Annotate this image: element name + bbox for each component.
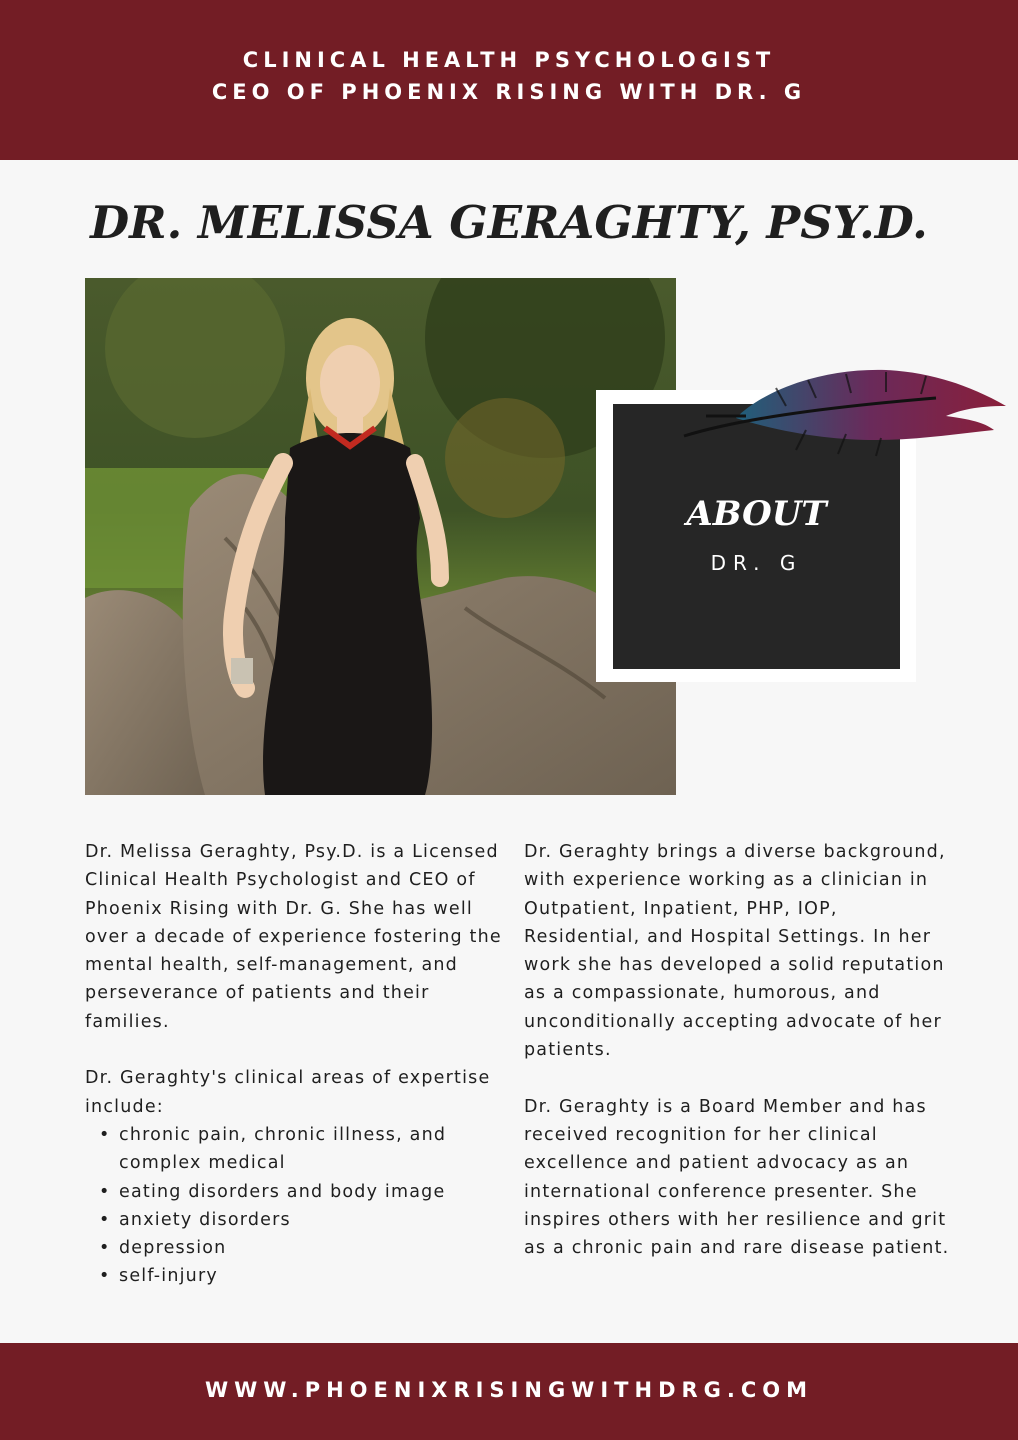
intro-paragraph: Dr. Melissa Geraghty, Psy.D. is a Licensed Clinical Health Psychologist and CEO of Phoenix Rising with Dr. G. She has well over a decade of experience fostering the mental health, self-management, and perseverance of patients and their families.: [85, 842, 502, 1032]
expertise-intro: Dr. Geraghty's clinical areas of expertise include:: [85, 1068, 491, 1117]
left-column: [85, 838, 510, 1291]
expertise-list: [85, 1121, 510, 1291]
list-item: • depression: [119, 1234, 510, 1262]
list-item: • self-injury: [119, 1262, 510, 1290]
list-item: • anxiety disorders: [119, 1206, 510, 1234]
recognition-paragraph: Dr. Geraghty is a Board Member and has received recognition for her clinical excellence and patient advocacy as an international conference presenter. She inspires others with her resilience and grit as a chronic pain and rare disease patient.: [524, 1096, 950, 1259]
portrait-photo: [85, 278, 676, 795]
right-column: [524, 838, 954, 1262]
background-paragraph: Dr. Geraghty brings a diverse background, with experience working as a clinician in Outpatient, Inpatient, PHP, IOP, Residential, and Hospital Settings. In her work she has developed a solid reputation as a compassionate, humorous, and unconditionally accepting advocate of her patients.: [524, 842, 946, 1061]
website-link[interactable]: WWW.PHOENIXRISINGWITHDRG.COM: [204, 1378, 814, 1402]
header-subtitle-line: CEO OF PHOENIX RISING WITH DR. G: [211, 80, 807, 104]
list-item: • eating disorders and body image: [119, 1178, 510, 1206]
about-subheading: DR. G: [710, 551, 803, 575]
feather-icon: [676, 358, 1011, 458]
about-heading: ABOUT: [686, 494, 827, 534]
page-title: DR. MELISSA GERAGHTY, PSY.D.: [90, 196, 928, 249]
list-item: • chronic pain, chronic illness, and complex medical: [119, 1121, 510, 1178]
header-title-line: CLINICAL HEALTH PSYCHOLOGIST: [242, 48, 776, 72]
